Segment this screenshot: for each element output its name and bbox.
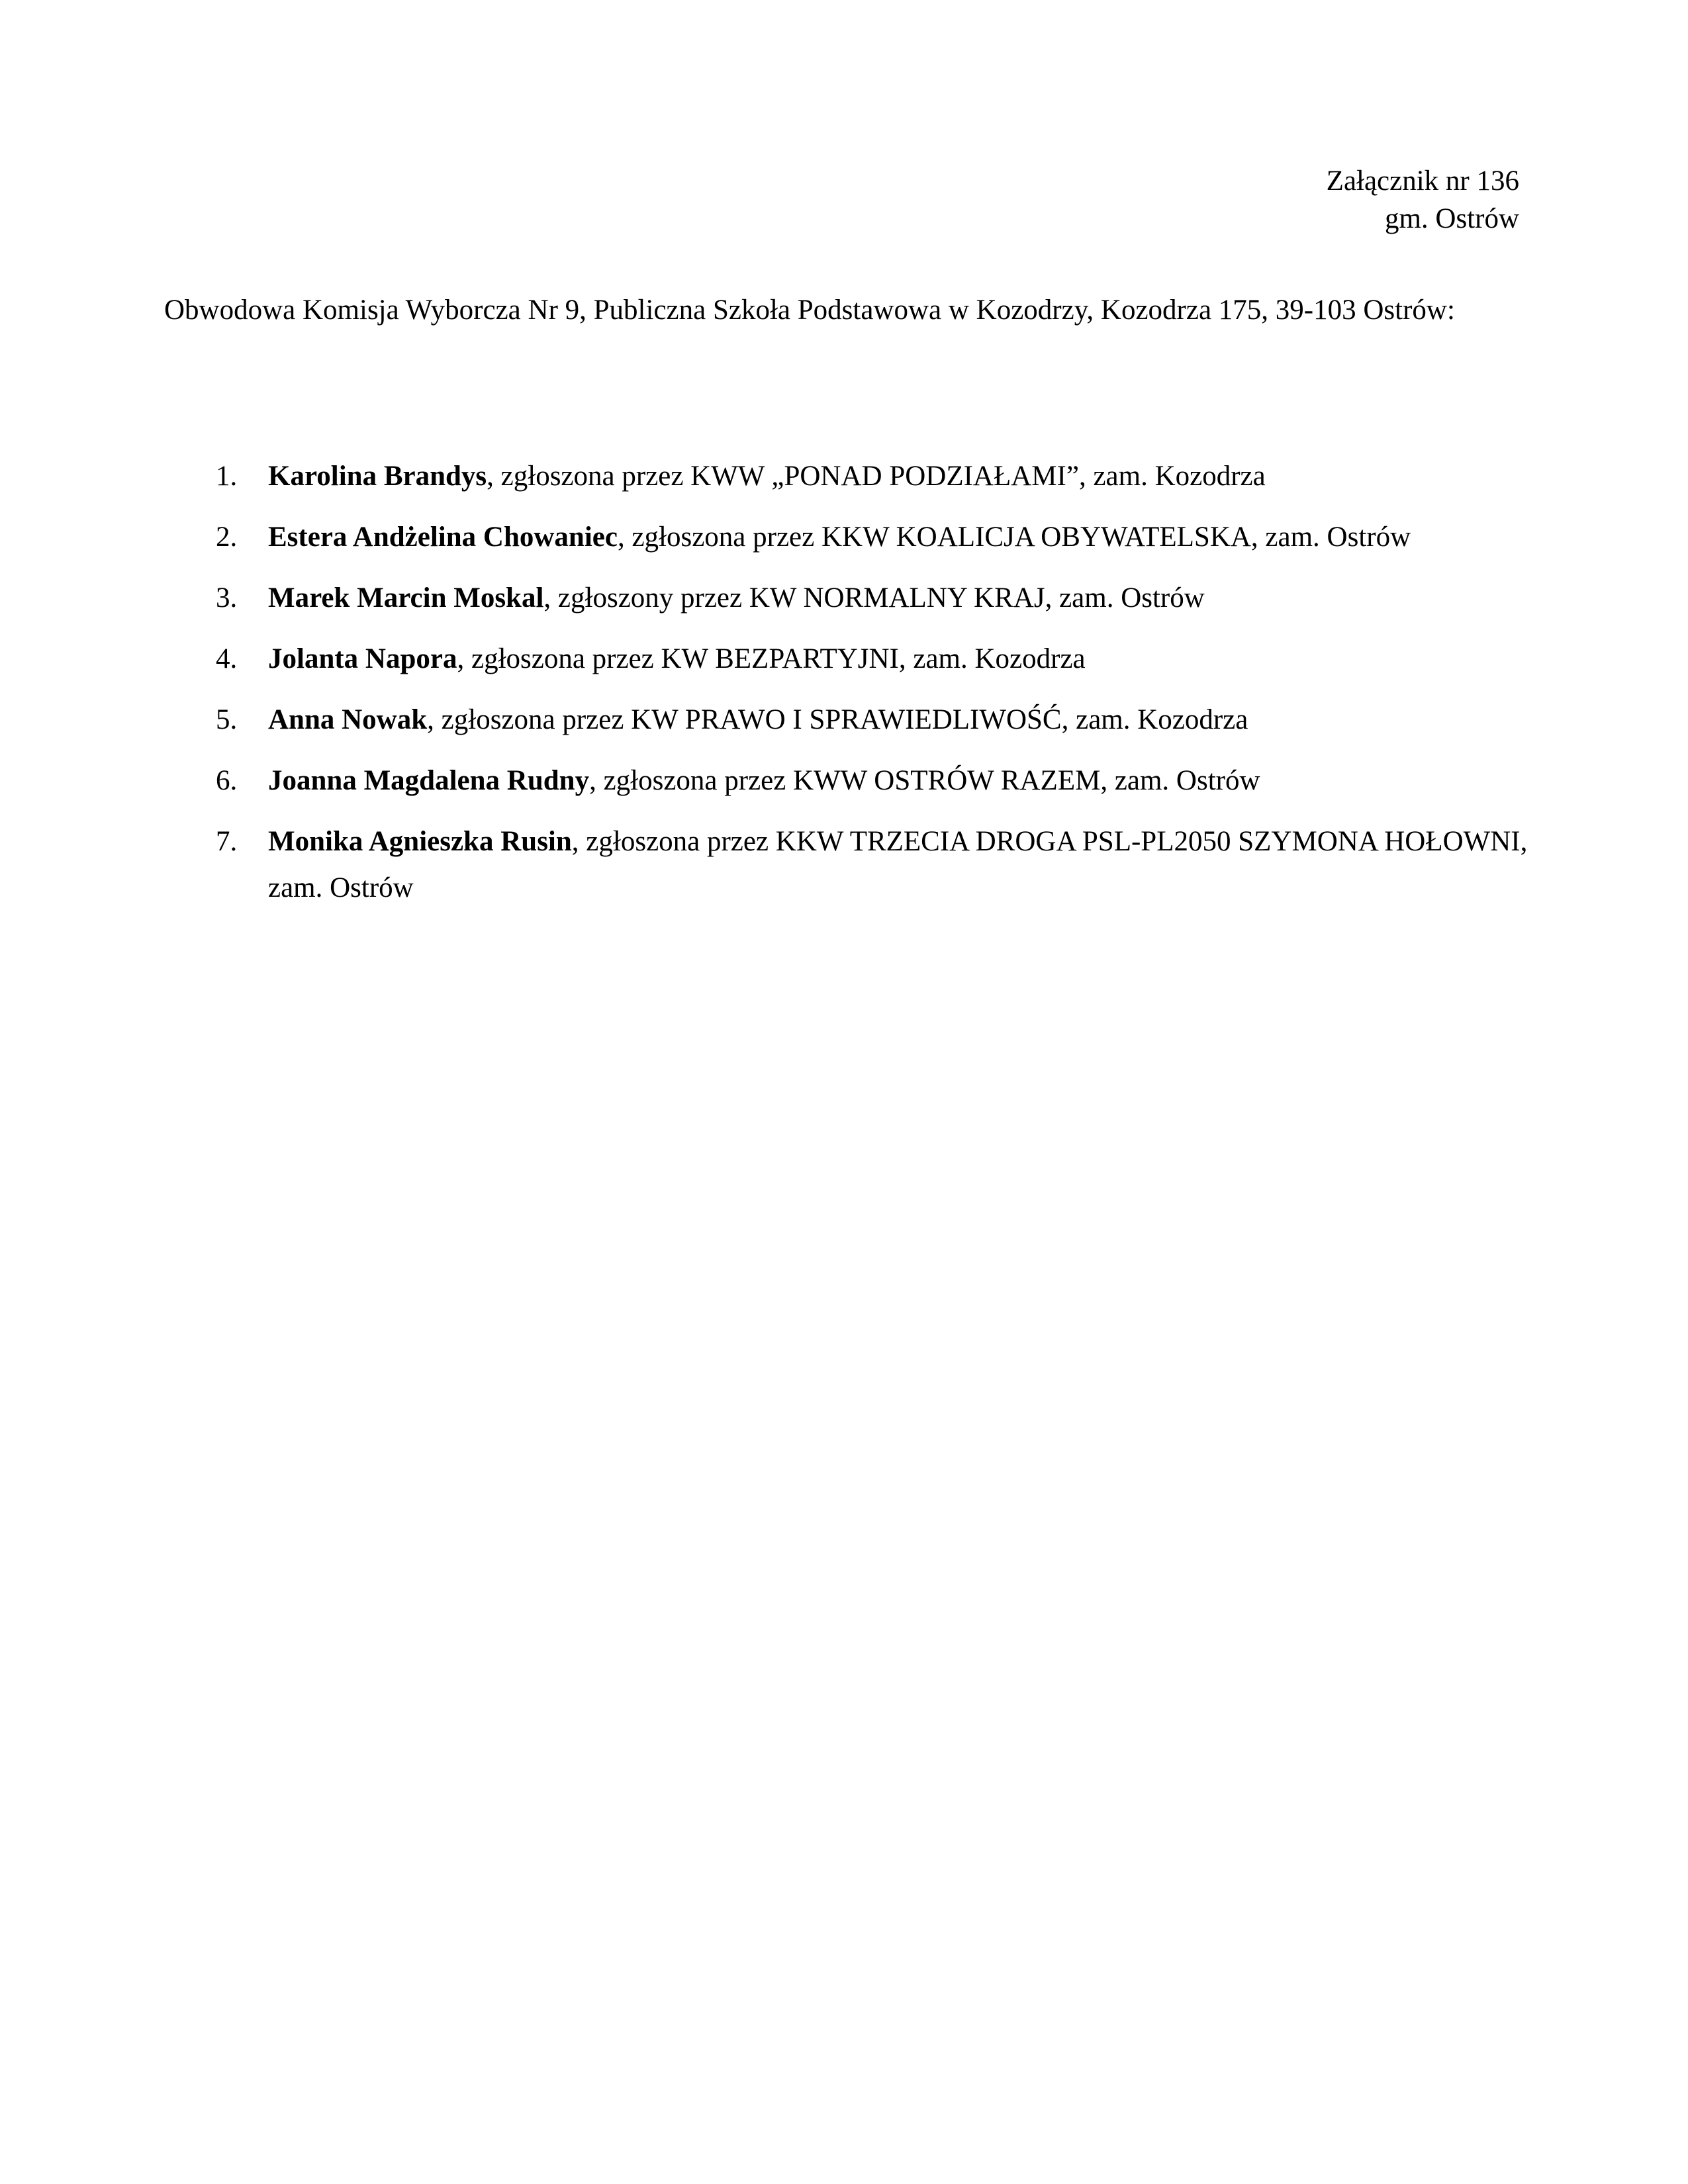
list-item — [164, 636, 1541, 682]
item-number: 6. — [216, 765, 238, 796]
item-number: 4. — [216, 643, 238, 674]
list-item — [164, 697, 1541, 743]
list-item — [164, 453, 1541, 500]
member-details: , zgłoszona przez KWW „PONAD PODZIAŁAMI”, zam. Kozodrza — [487, 461, 1266, 492]
list-item — [164, 819, 1541, 911]
member-name: Estera Andżelina Chowaniec — [268, 522, 618, 553]
member-name: Marek Marcin Moskal — [268, 582, 544, 614]
member-details: , zgłoszona przez KWW OSTRÓW RAZEM, zam. Ostrów — [589, 765, 1260, 796]
members-list — [164, 453, 1541, 926]
member-details: , zgłoszona przez KKW KOALICJA OBYWATELSKA, zam. Ostrów — [617, 522, 1411, 553]
member-name: Joanna Magdalena Rudny — [268, 765, 590, 796]
item-number: 1. — [216, 461, 238, 492]
commission-description: Obwodowa Komisja Wyborcza Nr 9, Publiczna Szkoła Podstawowa w Kozodrzy, Kozodrza 175, 39-103 Ostrów: — [164, 295, 1455, 326]
municipality-name: gm. Ostrów — [1384, 203, 1519, 234]
member-name: Monika Agnieszka Rusin — [268, 826, 572, 857]
attachment-header — [1327, 162, 1519, 238]
item-number: 5. — [216, 704, 238, 735]
member-name: Anna Nowak — [268, 704, 428, 735]
member-details: , zgłoszona przez KW BEZPARTYJNI, zam. Kozodrza — [457, 643, 1086, 674]
item-number: 2. — [216, 522, 238, 553]
attachment-number: Załącznik nr 136 — [1326, 165, 1519, 197]
member-name: Karolina Brandys — [268, 461, 487, 492]
list-item — [164, 575, 1541, 621]
member-details: , zgłoszony przez KW NORMALNY KRAJ, zam. Ostrów — [543, 582, 1205, 614]
member-name: Jolanta Napora — [268, 643, 457, 674]
list-item — [164, 758, 1541, 804]
member-details: , zgłoszona przez KW PRAWO I SPRAWIEDLIWOŚĆ, zam. Kozodrza — [427, 704, 1248, 735]
list-item — [164, 514, 1541, 561]
item-number: 3. — [216, 582, 238, 614]
item-number: 7. — [216, 826, 238, 857]
member-details: , zgłoszona przez KKW TRZECIA DROGA PSL-PL2050 SZYMONA HOŁOWNI, zam. Ostrów — [268, 826, 1528, 903]
